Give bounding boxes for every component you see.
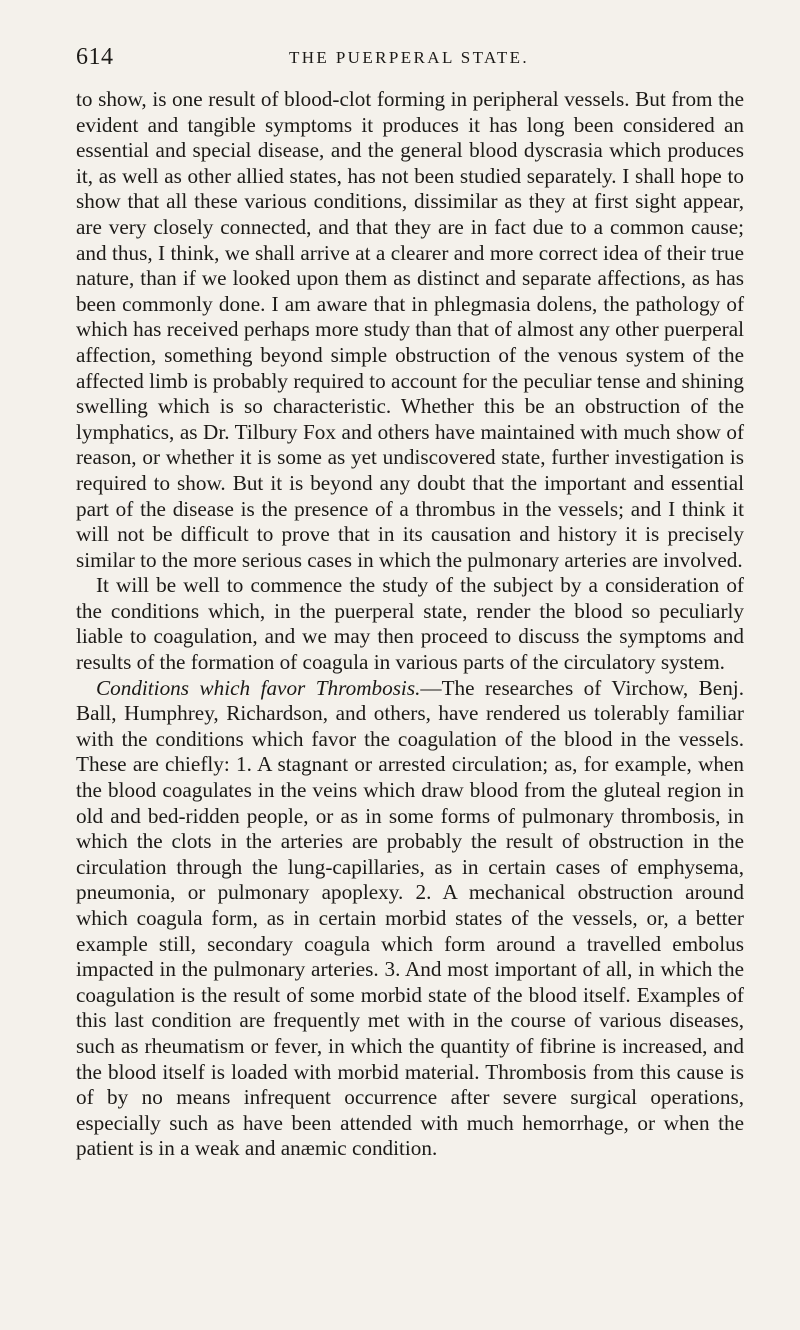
body-text	[76, 87, 744, 1162]
page-number: 614	[76, 44, 114, 70]
section-text: —The researches of Virchow, Benj. Ball, Humphrey, Richardson, and others, have rendered us tolerably familiar with the conditions which favor the coagulation of the blood in the vessels. These are chiefly: 1. A stagnant or arrested circulation; as, for example, when the blood coagulates in the veins which draw blood from the gluteal region in old and bed-ridden people, or as in some forms of pulmonary thrombosis, in which the clots in the arteries are probably the result of obstruction in the circulation through the lung-capillaries, as in certain cases of emphysema, pneumonia, or pulmonary apoplexy. 2. A mechanical obstruction around which coagula form, as in certain morbid states of the vessels, or, a better example still, secondary coagula which form around a travelled embolus impacted in the pulmonary arteries. 3. And most important of all, in which the coagulation is the result of some morbid state of the blood itself. Examples of this last condition are frequently met with in the course of various diseases, such as rheumatism or fever, in which the quantity of fibrine is increased, and the blood itself is loaded with morbid material. Thrombosis from this cause is of by no means infrequent occurrence after severe surgical operations, especially such as have been attended with much hemorrhage, or when the patient is in a weak and anæmic condition.	[76, 675, 744, 1161]
paragraph-continuation: to show, is one result of blood-clot forming in peripheral vessels. But from the evident and tangible symptoms it produces it has long been considered an essential and special disease, and the general blood dyscrasia which produces it, as well as other allied states, has not been studied separately. I shall hope to show that all these various conditions, dissimilar as they at first sight appear, are very closely connected, and that they are in fact due to a common cause; and thus, I think, we shall arrive at a clearer and more correct idea of their true nature, than if we looked upon them as distinct and separate affections, as has been commonly done. I am aware that in phlegmasia dolens, the pathology of which has received perhaps more study than that of almost any other puerperal affection, something beyond simple obstruction of the venous system of the affected limb is probably required to account for the peculiar tense and shining swelling which is so characteristic. Whether this be an obstruction of the lymphatics, as Dr. Tilbury Fox and others have maintained with much show of reason, or whether it is some as yet undiscovered state, further investigation is required to show. But it is beyond any doubt that the important and essential part of the disease is the presence of a thrombus in the vessels; and I think it will not be difficult to prove that in its causation and history it is precisely similar to the more serious cases in which the pulmonary arteries are involved.	[76, 87, 744, 572]
paragraph-conditions	[76, 676, 744, 1162]
section-heading: Conditions which favor Thrombosis.	[96, 675, 421, 700]
running-head	[76, 44, 742, 74]
running-title: THE PUERPERAL STATE.	[288, 48, 530, 67]
paragraph-introduction: It will be well to commence the study of the subject by a consideration of the conditions which, in the puerperal state, render the blood so peculiarly liable to coagulation, and we may then proceed to discuss the symptoms and results of the formation of coagula in various parts of the circulatory system.	[76, 573, 744, 675]
